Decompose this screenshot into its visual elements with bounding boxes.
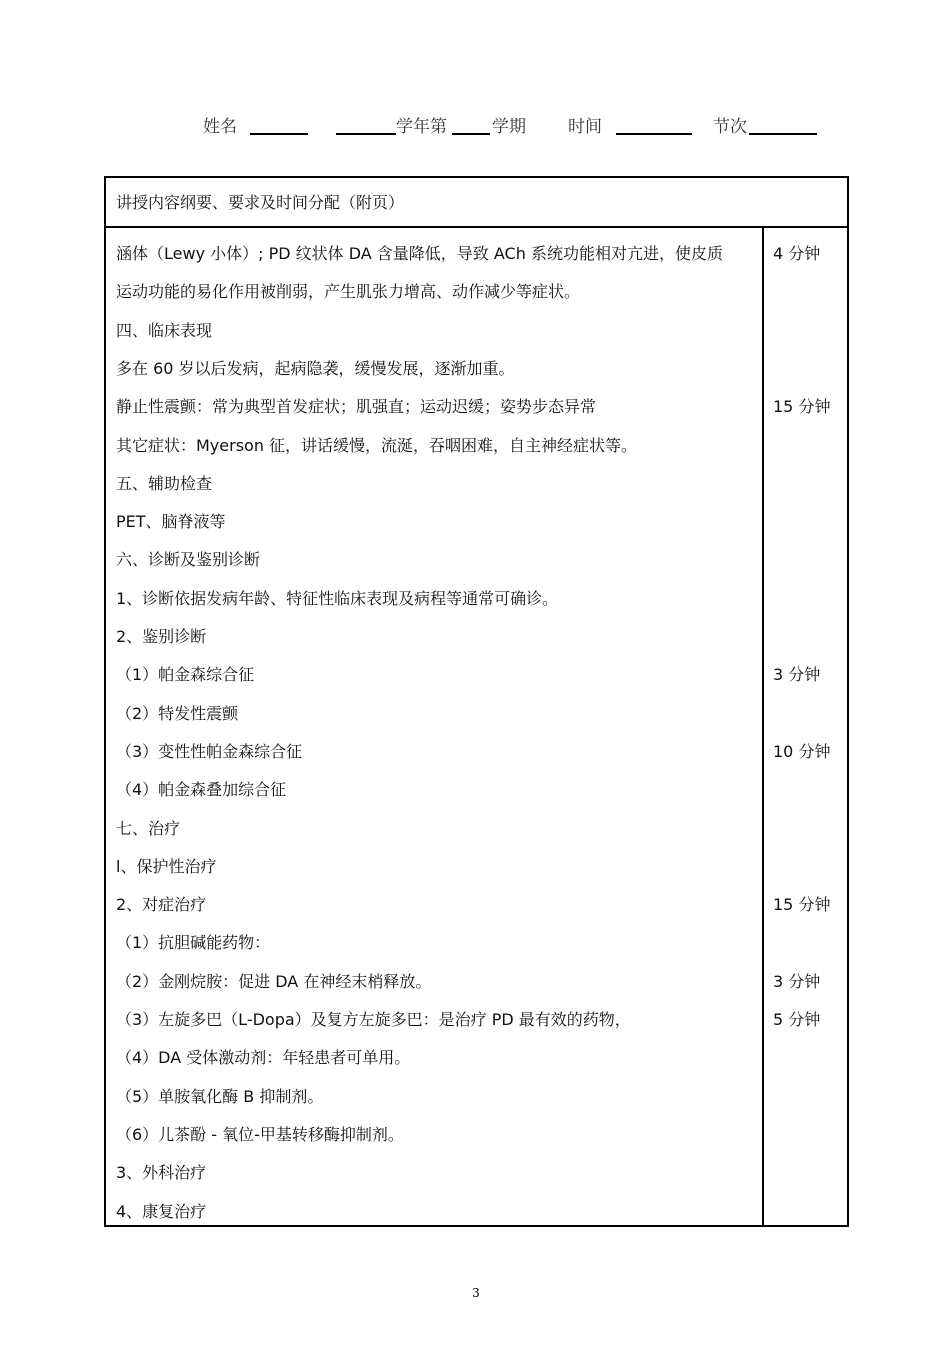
- content-line: l、保护性治疗: [116, 856, 217, 876]
- content-line: 其它症状：Myerson 征，讲话缓慢，流涎，吞咽困难，自主神经症状等。: [116, 435, 638, 455]
- table-title: 讲授内容纲要、要求及时间分配（附页）: [106, 178, 847, 228]
- content-line: （1）帕金森综合征: [116, 665, 255, 685]
- time-allocation: 5 分钟: [773, 1010, 821, 1029]
- content-line: （3）变性性帕金森综合征: [116, 741, 303, 761]
- content-line: 七、治疗: [116, 818, 181, 838]
- term-label: 学期: [492, 117, 526, 137]
- content-line: （2）金刚烷胺：促进 DA 在神经末梢释放。: [116, 971, 432, 991]
- school-year-blank: [336, 133, 396, 135]
- content-line: 多在 60 岁以后发病，起病隐袭，缓慢发展，逐渐加重。: [116, 358, 515, 378]
- content-line: （5）单胺氧化酶 B 抑制剂。: [116, 1086, 324, 1106]
- content-line: 2、鉴别诊断: [116, 627, 207, 646]
- name-label: 姓名: [203, 117, 237, 137]
- content-line: 运动功能的易化作用被削弱，产生肌张力增高、动作减少等症状。: [116, 282, 581, 302]
- content-line: 1、诊断依据发病年龄、特征性临床表现及病程等通常可确诊。: [116, 588, 559, 608]
- content-line: 四、临床表现: [116, 320, 213, 340]
- period-label: 节次: [713, 117, 747, 137]
- content-line: 静止性震颤：常为典型首发症状；肌强直；运动迟缓；姿势步态异常: [116, 397, 597, 417]
- time-allocation: 3 分钟: [773, 971, 821, 991]
- content-line: PET、脑脊液等: [116, 512, 226, 532]
- course-header: [203, 112, 852, 140]
- content-line: （4）DA 受体激动剂：年轻患者可单用。: [116, 1048, 411, 1068]
- content-line: 五、辅助检查: [116, 473, 213, 493]
- content-line: 2、对症治疗: [116, 895, 207, 915]
- lecture-outline-table: [104, 176, 849, 1227]
- term-blank: [452, 133, 490, 135]
- time-allocation: 15 分钟: [773, 895, 831, 915]
- time-allocation: 4 分钟: [773, 244, 821, 263]
- content-line: 4、康复治疗: [116, 1201, 207, 1221]
- content-line: 六、诊断及鉴别诊断: [116, 550, 261, 570]
- time-label: 时间: [568, 117, 602, 137]
- content-line: （3）左旋多巴（L-Dopa）及复方左旋多巴：是治疗 PD 最有效的药物，: [116, 1010, 631, 1029]
- content-line: 涵体（Lewy 小体）; PD 纹状体 DA 含量降低，导致 ACh 系统功能相对亢进，使皮质: [116, 244, 723, 263]
- time-blank: [616, 133, 692, 135]
- time-allocation: 3 分钟: [773, 665, 821, 685]
- name-blank: [250, 133, 308, 135]
- school-year-label: 学年第: [396, 117, 447, 137]
- column-divider: [762, 228, 764, 1227]
- content-line: （1）抗胆碱能药物：: [116, 933, 271, 953]
- page-number: 3: [472, 1286, 480, 1300]
- content-line: 3、外科治疗: [116, 1163, 207, 1183]
- content-line: （6）儿茶酚 - 氧位-甲基转移酶抑制剂。: [116, 1124, 404, 1144]
- content-line: （4）帕金森叠加综合征: [116, 780, 287, 800]
- time-allocation: 15 分钟: [773, 397, 831, 417]
- time-allocation: 10 分钟: [773, 741, 831, 761]
- period-blank: [749, 133, 817, 135]
- content-line: （2）特发性震颤: [116, 703, 239, 723]
